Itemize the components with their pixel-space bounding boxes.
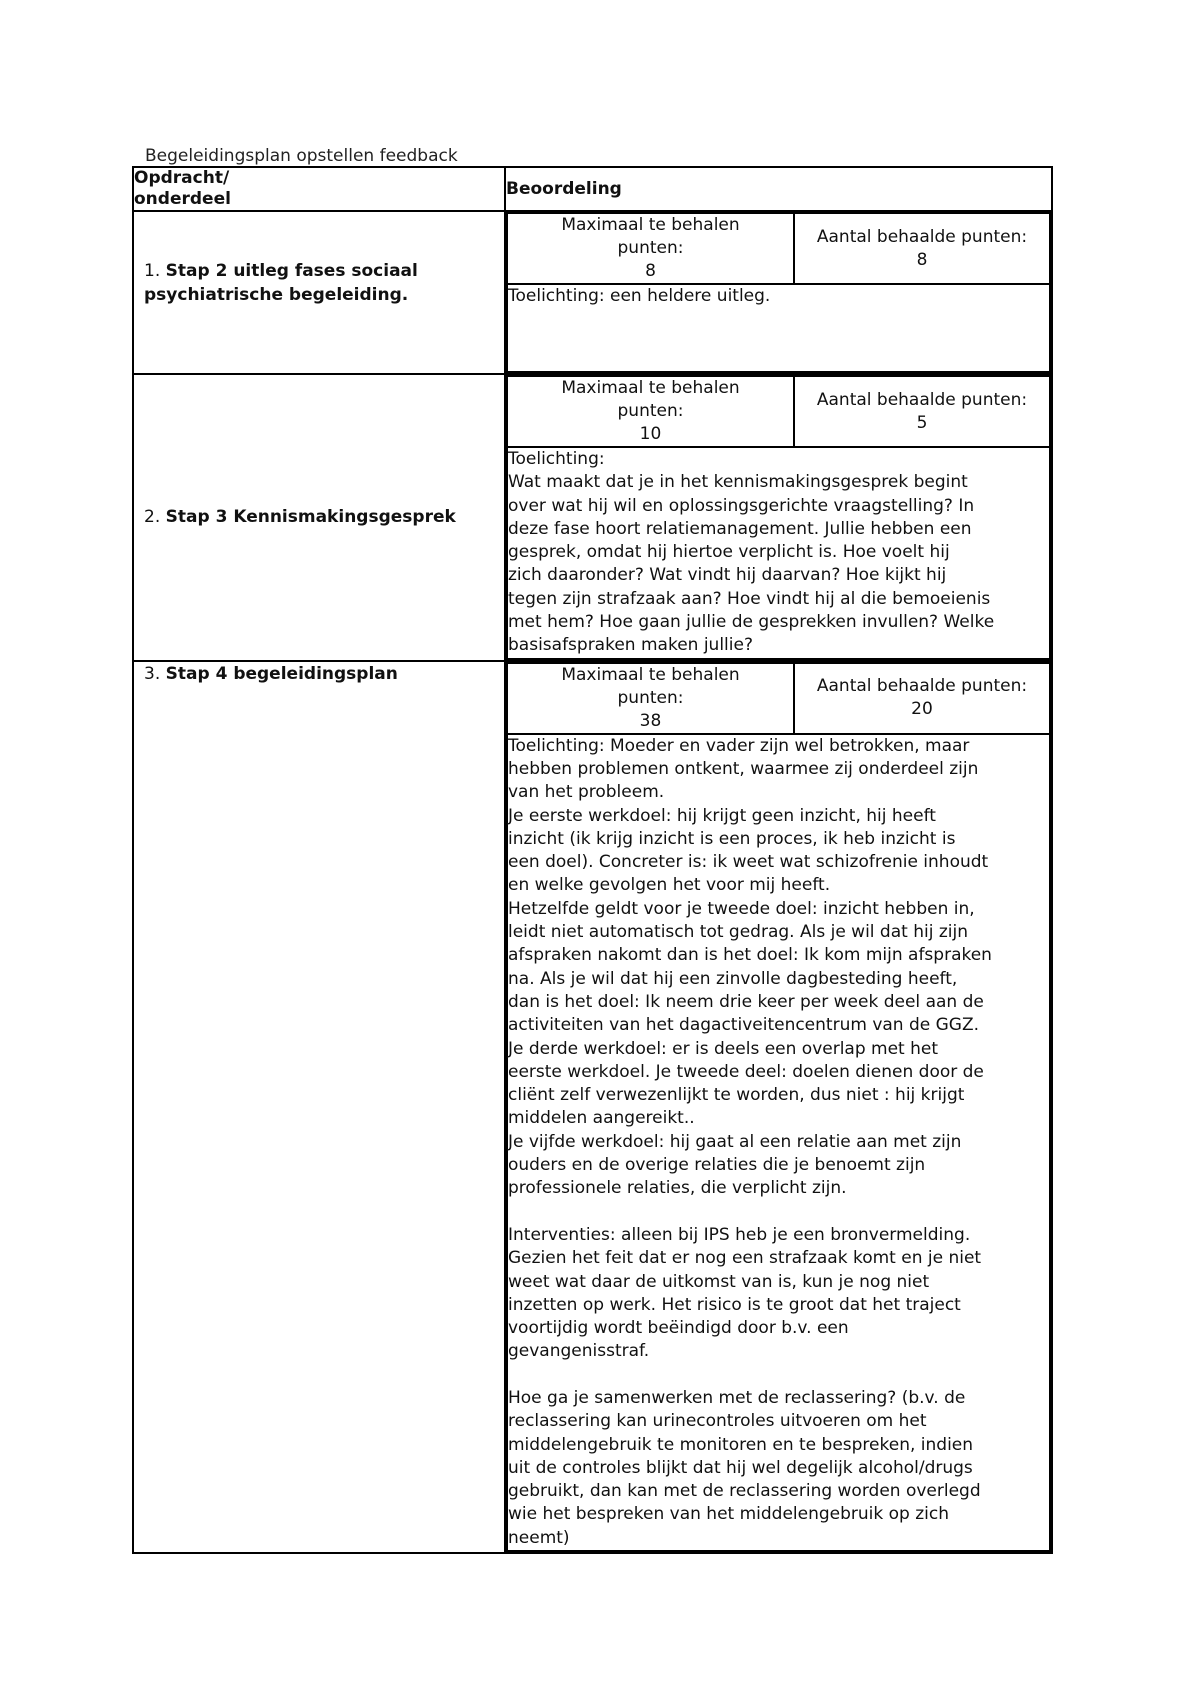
note — [507, 734, 1050, 1551]
note-line: ouders en de overige relaties die je benoemt zijn — [508, 1155, 926, 1176]
note-line: inzicht (ik krijg inzicht is een proces, ik heb inzicht is — [508, 828, 956, 849]
note-line: Wat maakt dat je in het kennismakingsgesprek begint — [508, 472, 968, 493]
note-line: Toelichting: — [508, 449, 605, 469]
note-line — [508, 1201, 1049, 1224]
step-number: 3. — [144, 663, 161, 684]
note-line: gesprek, omdat hij hiertoe verplicht is. Hoe voelt hij — [508, 542, 950, 563]
note-line: en welke gevolgen het voor mij heeft. — [508, 875, 831, 896]
note-line: inzetten op werk. Het risico is te groot dat het traject — [508, 1294, 961, 1315]
step-cell — [133, 661, 505, 1553]
note-line: activiteiten van het dagactiveitencentrum van de GGZ. — [508, 1015, 980, 1036]
note-line: professionele relaties, die verplicht zijn. — [508, 1178, 847, 1199]
note-line: van het probleem. — [508, 782, 665, 803]
earned-points — [794, 376, 1050, 447]
note-line: met hem? Hoe gaan jullie de gesprekken invullen? Welke — [508, 612, 995, 633]
earned-points-value: 8 — [916, 249, 928, 270]
note-line: uit de controles blijkt dat hij wel degelijk alcohol/drugs — [508, 1457, 973, 1478]
table-row — [133, 374, 1052, 661]
earned-points-value: 20 — [911, 699, 933, 720]
max-points-label: Maximaal te behalen — [561, 664, 740, 685]
step-name: Stap 4 begeleidingsplan — [165, 663, 398, 684]
step-number: 2. — [144, 507, 161, 528]
note-line: leidt niet automatisch tot gedrag. Als je wil dat hij zijn — [508, 922, 968, 943]
note-line: gebruikt, dan kan met de reclassering worden overlegd — [508, 1481, 981, 1502]
earned-points-value: 5 — [916, 412, 928, 433]
table-row — [133, 661, 1052, 1553]
note-line: deze fase hoort relatiemanagement. Jullie hebben een — [508, 518, 972, 539]
earned-points-label: Aantal behaalde punten: — [816, 226, 1028, 247]
note-line: weet wat daar de uitkomst van is, kun je nog niet — [508, 1271, 930, 1292]
note-line: eerste werkdoel. Je tweede deel: doelen dienen door de — [508, 1061, 984, 1082]
note-line: Je eerste werkdoel: hij krijgt geen inzicht, hij heeft — [508, 805, 936, 826]
note-line: dan is het doel: Ik neem drie keer per week deel aan de — [508, 991, 984, 1012]
note-line: Je derde werkdoel: er is deels een overlap met het — [508, 1038, 939, 1059]
header-opdracht — [133, 167, 505, 211]
assessment-cell — [505, 374, 1052, 661]
earned-points — [794, 663, 1050, 734]
step-cell — [133, 211, 505, 374]
note — [507, 447, 1050, 659]
max-points — [507, 376, 794, 447]
max-points-label-2: punten: — [617, 687, 684, 708]
assessment-cell — [505, 211, 1052, 374]
table-row — [133, 211, 1052, 374]
note — [507, 284, 1050, 372]
earned-points-label: Aantal behaalde punten: — [816, 676, 1028, 697]
header-beoordeling: Beoordeling — [505, 167, 1052, 211]
note-line: afspraken nakomt dan is het doel: Ik kom mijn afspraken — [508, 945, 992, 966]
note-line: Interventies: alleen bij IPS heb je een bronvermelding. — [508, 1224, 971, 1245]
note-line: basisafspraken maken jullie? — [508, 635, 753, 656]
step-cell — [133, 374, 505, 661]
assessment-cell — [505, 661, 1052, 1553]
note-line: middelen aangereikt.. — [508, 1108, 695, 1129]
note-line: hebben problemen ontkent, waarmee zij onderdeel zijn — [508, 758, 979, 779]
step-number: 1. — [144, 260, 161, 281]
document-title: Begeleidingsplan opstellen feedback — [145, 146, 458, 166]
note-line: voortijdig wordt beëindigd door b.v. een — [508, 1318, 849, 1339]
earned-points — [794, 213, 1050, 284]
note-line: Toelichting: een heldere uitleg. — [508, 286, 771, 306]
note-line: Hetzelfde geldt voor je tweede doel: inzicht hebben in, — [508, 898, 975, 919]
note-line: zich daaronder? Wat vindt hij daarvan? Hoe kijkt hij — [508, 565, 947, 586]
note-line: een doel). Concreter is: ik weet wat schizofrenie inhoudt — [508, 852, 989, 873]
note-line: na. Als je wil dat hij een zinvolle dagbesteding heeft, — [508, 968, 958, 989]
note-line: gevangenisstraf. — [508, 1341, 650, 1362]
max-points — [507, 213, 794, 284]
note-line: Toelichting: Moeder en vader zijn wel betrokken, maar — [508, 735, 970, 756]
note-line: reclassering kan urinecontroles uitvoeren om het — [508, 1411, 927, 1432]
header-row — [133, 167, 1052, 211]
feedback-table — [132, 166, 1053, 1554]
step-name: Stap 2 uitleg fases sociaal — [165, 260, 418, 281]
max-points-value: 8 — [645, 261, 656, 281]
note-line: middelengebruik te monitoren en te bespreken, indien — [508, 1434, 974, 1455]
note-line: Hoe ga je samenwerken met de reclassering? (b.v. de — [508, 1387, 966, 1408]
note-line — [508, 1364, 1049, 1387]
step-name-line2: psychiatrische begeleiding. — [144, 284, 409, 305]
max-points-label-2: punten: — [617, 238, 684, 258]
max-points-value: 38 — [639, 710, 662, 731]
header-opdracht-line2: onderdeel — [134, 189, 231, 209]
max-points-value: 10 — [639, 424, 662, 444]
step-name: Stap 3 Kennismakingsgesprek — [165, 507, 456, 528]
max-points-label-2: punten: — [617, 401, 684, 421]
note-line: cliënt zelf verwezenlijkt te worden, dus niet : hij krijgt — [508, 1085, 965, 1106]
note-line: neemt) — [508, 1527, 570, 1548]
note-line: Gezien het feit dat er nog een strafzaak komt en je niet — [508, 1248, 982, 1269]
max-points — [507, 663, 794, 734]
note-line: tegen zijn strafzaak aan? Hoe vindt hij al die bemoeienis — [508, 588, 991, 609]
max-points-label: Maximaal te behalen — [561, 215, 740, 235]
header-opdracht-line1: Opdracht/ — [134, 168, 230, 188]
note-line: over wat hij wil en oplossingsgerichte vraagstelling? In — [508, 495, 975, 516]
note-line: wie het bespreken van het middelengebruik op zich — [508, 1504, 950, 1525]
max-points-label: Maximaal te behalen — [561, 378, 740, 398]
note-line: Je vijfde werkdoel: hij gaat al een relatie aan met zijn — [508, 1131, 962, 1152]
earned-points-label: Aantal behaalde punten: — [816, 389, 1028, 410]
